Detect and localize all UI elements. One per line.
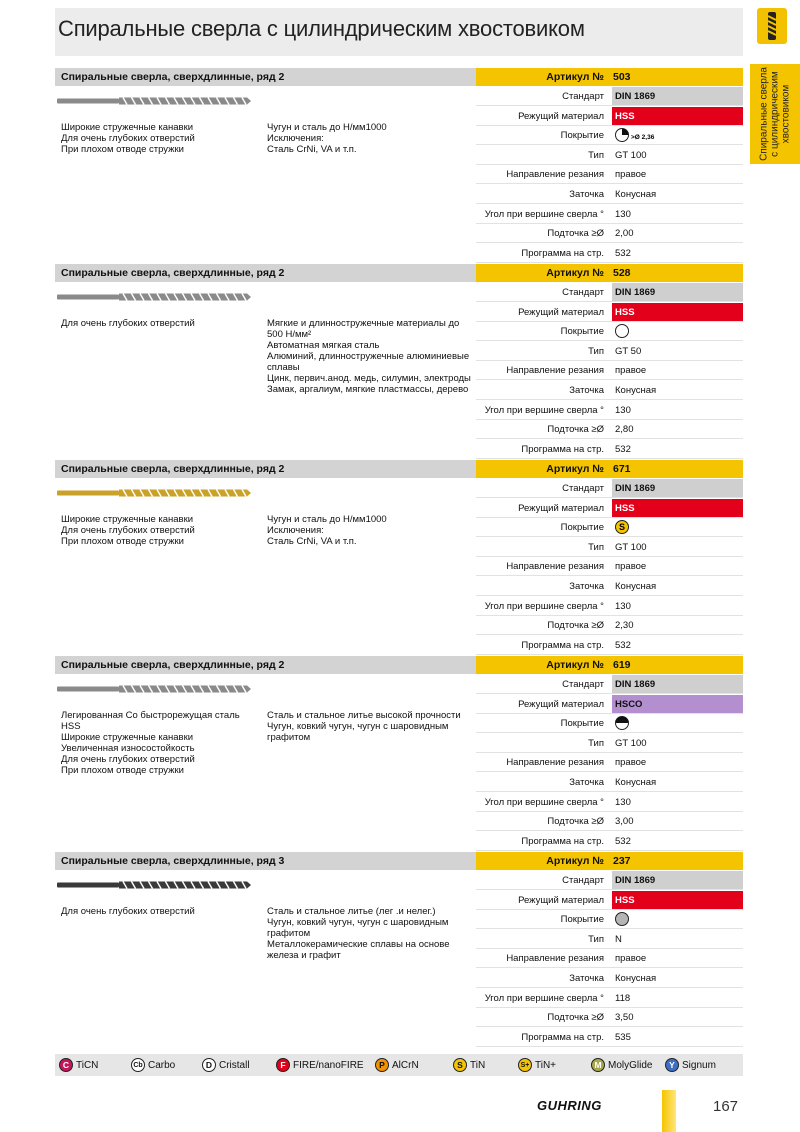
legend-item	[665, 1058, 716, 1072]
param-value: 532	[615, 247, 631, 259]
article-box	[476, 68, 743, 86]
article-number[interactable]: 237	[613, 855, 631, 867]
article-label: Артикул №	[546, 659, 604, 671]
drill-image	[57, 488, 251, 498]
material-line: Металлокерамические сплавы на основе железа и графит	[267, 939, 450, 961]
feature-line: При плохом отводе стружки	[61, 765, 184, 776]
coating-alcrn-icon: P	[375, 1058, 389, 1072]
param-label: Режущий материал	[518, 502, 604, 514]
param-value: HSCO	[612, 695, 743, 713]
param-label: Направление резания	[506, 953, 604, 965]
param-value: 532	[615, 443, 631, 455]
param-row-cutting-direction	[476, 753, 743, 772]
drill-image	[57, 880, 251, 890]
coating-letter: S	[618, 522, 626, 533]
legend-item	[202, 1058, 250, 1072]
param-value: 2,00	[615, 228, 634, 240]
param-label: Режущий материал	[518, 110, 604, 122]
page-number: 167	[713, 1098, 739, 1115]
coating-ticn-icon: C	[59, 1058, 73, 1072]
material-line: Чугун, ковкий чугун, чугун с шаровидным графитом	[267, 917, 449, 939]
tin-coating-icon	[614, 519, 658, 535]
param-value: 2,30	[615, 620, 634, 632]
param-value: DIN 1869	[612, 871, 743, 889]
param-row-coating	[476, 322, 743, 341]
material-line: Мягкие и длинностружечные материалы до 500 Н/мм²	[267, 318, 460, 340]
param-label: Программа на стр.	[521, 835, 604, 847]
materials-list	[267, 514, 477, 547]
param-row-point-thinning	[476, 616, 743, 635]
material-line: Алюминий, длинностружечные алюминиевые сплавы	[267, 351, 470, 373]
param-value	[612, 910, 743, 928]
legend-label: AlCrN	[392, 1059, 419, 1071]
section-title: Спиральные сверла, сверхдлинные, ряд 2	[61, 267, 285, 279]
param-label: Тип	[588, 933, 604, 945]
product-section	[55, 852, 743, 1042]
product-section	[55, 68, 743, 258]
feature-line: При плохом отводе стружки	[61, 144, 184, 155]
bright-finish-icon	[614, 323, 658, 339]
param-value: Конусная	[615, 581, 657, 592]
param-value	[612, 518, 743, 536]
param-value: правое	[615, 169, 647, 181]
param-row-tip-angle	[476, 989, 743, 1008]
material-line: Сталь и стальное литье высокой прочности	[267, 710, 461, 721]
param-label: Направление резания	[506, 757, 604, 769]
features-list	[61, 710, 261, 776]
features-list	[61, 122, 261, 155]
param-value: правое	[615, 953, 647, 965]
feature-line: Для очень глубоких отверстий	[61, 318, 195, 329]
param-row-type	[476, 930, 743, 949]
param-value: DIN 1869	[612, 87, 743, 105]
param-value: N	[615, 933, 622, 945]
param-row-cutting-direction	[476, 557, 743, 576]
param-row-type	[476, 734, 743, 753]
param-label: Угол при вершине сверла °	[484, 404, 604, 416]
material-line: Исключения:	[267, 525, 324, 536]
param-label: Покрытие	[560, 326, 604, 338]
param-label: Покрытие	[560, 718, 604, 730]
feature-line: Легированная Со быстрорежущая сталь HSS	[61, 710, 240, 732]
legend-label: TiN+	[535, 1059, 557, 1071]
param-label: Стандарт	[562, 91, 604, 102]
param-value: GT 50	[615, 345, 642, 357]
param-row-standard	[476, 283, 743, 302]
param-row-tip-angle	[476, 401, 743, 420]
param-label: Режущий материал	[518, 894, 604, 906]
feature-line: Увеличенная износостойкость	[61, 743, 195, 754]
legend-label: TiN	[470, 1059, 486, 1071]
param-row-cutting-direction	[476, 361, 743, 380]
param-value: 532	[615, 835, 631, 847]
param-label: Тип	[588, 541, 604, 553]
steam-tempered-icon	[614, 911, 658, 927]
material-line: Сталь и стальное литье (лег .и нелег.)	[267, 906, 436, 917]
param-row-program-page	[476, 440, 743, 459]
material-line: Чугун и сталь до Н/мм1000	[267, 514, 387, 525]
param-row-standard	[476, 871, 743, 890]
legend-item	[375, 1058, 419, 1072]
coating-cristall-icon: D	[202, 1058, 216, 1072]
param-value: GT 100	[615, 737, 647, 749]
coating-tin+-icon: S+	[518, 1058, 532, 1072]
legend-item	[591, 1058, 652, 1072]
param-row-standard	[476, 87, 743, 106]
features-list	[61, 514, 261, 547]
param-label: Угол при вершине сверла °	[484, 600, 604, 612]
features-list	[61, 318, 261, 329]
legend-item	[518, 1058, 556, 1072]
param-row-coating	[476, 910, 743, 929]
param-value: DIN 1869	[612, 479, 743, 497]
section-title: Спиральные сверла, сверхдлинные, ряд 2	[61, 71, 285, 83]
drill-image	[57, 684, 251, 694]
param-label: Подточка ≥Ø	[547, 816, 604, 828]
param-value: 130	[615, 796, 631, 808]
page-title: Спиральные сверла с цилиндрическим хвостовиком	[58, 16, 585, 41]
param-value: Конусная	[615, 777, 657, 788]
param-value: 532	[615, 639, 631, 651]
material-line: Исключения:	[267, 133, 324, 144]
param-value: DIN 1869	[612, 283, 743, 301]
param-row-cutting-material	[476, 303, 743, 322]
param-value: 118	[615, 992, 631, 1004]
param-row-type	[476, 146, 743, 165]
product-section	[55, 460, 743, 650]
material-line: Сталь CrNi, VA и т.п.	[267, 144, 357, 155]
param-label: Покрытие	[560, 522, 604, 534]
material-line: Автоматная мягкая сталь	[267, 340, 380, 351]
param-value: HSS	[612, 499, 743, 517]
material-line: Сталь CrNi, VA и т.п.	[267, 536, 357, 547]
param-label: Угол при вершине сверла °	[484, 992, 604, 1004]
product-section	[55, 656, 743, 846]
param-value: Конусная	[615, 385, 657, 396]
feature-line: Широкие стружечные канавки	[61, 122, 194, 133]
legend-label: FIRE/nanoFIRE	[293, 1059, 364, 1071]
section-title: Спиральные сверла, сверхдлинные, ряд 2	[61, 659, 285, 671]
coating-firenanofire-icon: F	[276, 1058, 290, 1072]
materials-list	[267, 318, 477, 395]
param-label: Подточка ≥Ø	[547, 1012, 604, 1024]
feature-line: Широкие стружечные канавки	[61, 732, 194, 743]
drill-image	[57, 292, 251, 302]
article-box	[476, 264, 743, 282]
legend-label: Cristall	[219, 1059, 250, 1071]
param-label: Заточка	[569, 581, 604, 592]
param-row-cutting-material	[476, 891, 743, 910]
param-row-tip-angle	[476, 597, 743, 616]
legend-item	[59, 1058, 98, 1072]
materials-list	[267, 710, 477, 743]
param-value: 3,50	[615, 1012, 634, 1024]
bright-finish-point-ground-icon	[614, 127, 658, 143]
param-label: Подточка ≥Ø	[547, 424, 604, 436]
param-value: 130	[615, 600, 631, 612]
param-label: Заточка	[569, 189, 604, 200]
coating-note: >Ø 2,36	[631, 134, 655, 142]
legend-item	[453, 1058, 485, 1072]
param-label: Покрытие	[560, 130, 604, 142]
param-label: Стандарт	[562, 287, 604, 298]
feature-line: Для очень глубоких отверстий	[61, 133, 195, 144]
article-label: Артикул №	[546, 855, 604, 867]
article-box	[476, 460, 743, 478]
param-value: 3,00	[615, 816, 634, 828]
material-line: Замак, аргалиум, мягкие пластмассы, дерево	[267, 384, 469, 395]
half-black-icon	[614, 715, 658, 731]
drill-logo-icon	[757, 8, 787, 44]
param-row-tip-angle	[476, 205, 743, 224]
param-row-point-thinning	[476, 812, 743, 831]
param-label: Заточка	[569, 777, 604, 788]
param-row-program-page	[476, 244, 743, 263]
param-label: Стандарт	[562, 875, 604, 886]
article-box	[476, 852, 743, 870]
param-label: Направление резания	[506, 365, 604, 377]
param-label: Программа на стр.	[521, 639, 604, 651]
param-value: GT 100	[615, 149, 647, 161]
param-label: Направление резания	[506, 169, 604, 181]
product-section	[55, 264, 743, 454]
param-value: 130	[615, 208, 631, 220]
article-label: Артикул №	[546, 267, 604, 279]
material-line: Чугун, ковкий чугун, чугун с шаровидным графитом	[267, 721, 449, 743]
param-value	[612, 126, 743, 144]
features-list	[61, 906, 261, 917]
param-value: правое	[615, 365, 647, 377]
param-value: 535	[615, 1031, 631, 1043]
param-row-point-thinning	[476, 420, 743, 439]
coating-molyglide-icon: M	[591, 1058, 605, 1072]
legend-label: Signum	[682, 1059, 716, 1071]
param-label: Подточка ≥Ø	[547, 228, 604, 240]
param-row-cutting-material	[476, 107, 743, 126]
section-title: Спиральные сверла, сверхдлинные, ряд 3	[61, 855, 285, 867]
legend-label: Carbo	[148, 1059, 176, 1071]
param-label: Тип	[588, 737, 604, 749]
feature-line: Для очень глубоких отверстий	[61, 906, 195, 917]
param-value: HSS	[612, 107, 743, 125]
article-label: Артикул №	[546, 463, 604, 475]
param-row-type	[476, 342, 743, 361]
param-label: Стандарт	[562, 679, 604, 690]
param-row-standard	[476, 675, 743, 694]
param-label: Режущий материал	[518, 306, 604, 318]
param-value: правое	[615, 757, 647, 769]
material-line: Цинк, первич.анод. медь, силумин, электроды	[267, 373, 471, 384]
param-label: Подточка ≥Ø	[547, 620, 604, 632]
param-label: Угол при вершине сверла °	[484, 796, 604, 808]
param-row-standard	[476, 479, 743, 498]
param-label: Тип	[588, 345, 604, 357]
param-value: DIN 1869	[612, 675, 743, 693]
coating-carbo-icon: Cb	[131, 1058, 145, 1072]
article-number[interactable]: 528	[613, 267, 631, 279]
article-number[interactable]: 671	[613, 463, 631, 475]
article-number[interactable]: 503	[613, 71, 631, 83]
feature-line: При плохом отводе стружки	[61, 536, 184, 547]
param-value	[612, 322, 743, 340]
param-row-cutting-direction	[476, 165, 743, 184]
param-label: Программа на стр.	[521, 443, 604, 455]
param-label: Заточка	[569, 385, 604, 396]
param-row-program-page	[476, 636, 743, 655]
param-row-coating	[476, 714, 743, 733]
param-row-coating	[476, 126, 743, 145]
param-row-point-thinning	[476, 1008, 743, 1027]
param-value: правое	[615, 561, 647, 573]
legend-label: TiCN	[76, 1059, 99, 1071]
param-row-type	[476, 538, 743, 557]
article-box	[476, 656, 743, 674]
param-label: Угол при вершине сверла °	[484, 208, 604, 220]
param-label: Заточка	[569, 973, 604, 984]
side-tab-label: Спиральные сверла с цилиндрическим хвостовиком	[758, 67, 792, 161]
section-title: Спиральные сверла, сверхдлинные, ряд 2	[61, 463, 285, 475]
footer-accent-bar	[662, 1090, 676, 1132]
param-label: Направление резания	[506, 561, 604, 573]
param-value: GT 100	[615, 541, 647, 553]
article-number[interactable]: 619	[613, 659, 631, 671]
param-row-cutting-material	[476, 499, 743, 518]
param-value: HSS	[612, 891, 743, 909]
param-value: 2,80	[615, 424, 634, 436]
materials-list	[267, 122, 477, 155]
param-label: Стандарт	[562, 483, 604, 494]
page-header	[0, 0, 800, 64]
materials-list	[267, 906, 477, 961]
param-row-sharpening	[476, 185, 743, 204]
param-label: Покрытие	[560, 914, 604, 926]
param-row-coating	[476, 518, 743, 537]
coating-legend	[55, 1054, 743, 1076]
param-value: HSS	[612, 303, 743, 321]
legend-item	[131, 1058, 175, 1072]
param-label: Программа на стр.	[521, 1031, 604, 1043]
article-label: Артикул №	[546, 71, 604, 83]
param-value: 130	[615, 404, 631, 416]
param-value: Конусная	[615, 973, 657, 984]
param-value: Конусная	[615, 189, 657, 200]
param-label: Режущий материал	[518, 698, 604, 710]
legend-label: MolyGlide	[608, 1059, 653, 1071]
coating-signum-icon: Y	[665, 1058, 679, 1072]
param-row-cutting-direction	[476, 949, 743, 968]
feature-line: Для очень глубоких отверстий	[61, 525, 195, 536]
param-row-program-page	[476, 1028, 743, 1047]
param-row-sharpening	[476, 969, 743, 988]
param-row-sharpening	[476, 577, 743, 596]
param-row-program-page	[476, 832, 743, 851]
brand-logo: GUHRING	[537, 1098, 602, 1113]
param-label: Программа на стр.	[521, 247, 604, 259]
param-row-point-thinning	[476, 224, 743, 243]
drill-image	[57, 96, 251, 106]
param-row-sharpening	[476, 381, 743, 400]
material-line: Чугун и сталь до Н/мм1000	[267, 122, 387, 133]
param-row-sharpening	[476, 773, 743, 792]
legend-item	[276, 1058, 364, 1072]
param-row-tip-angle	[476, 793, 743, 812]
coating-tin-icon: S	[453, 1058, 467, 1072]
feature-line: Широкие стружечные канавки	[61, 514, 194, 525]
param-label: Тип	[588, 149, 604, 161]
param-value	[612, 714, 743, 732]
feature-line: Для очень глубоких отверстий	[61, 754, 195, 765]
param-row-cutting-material	[476, 695, 743, 714]
